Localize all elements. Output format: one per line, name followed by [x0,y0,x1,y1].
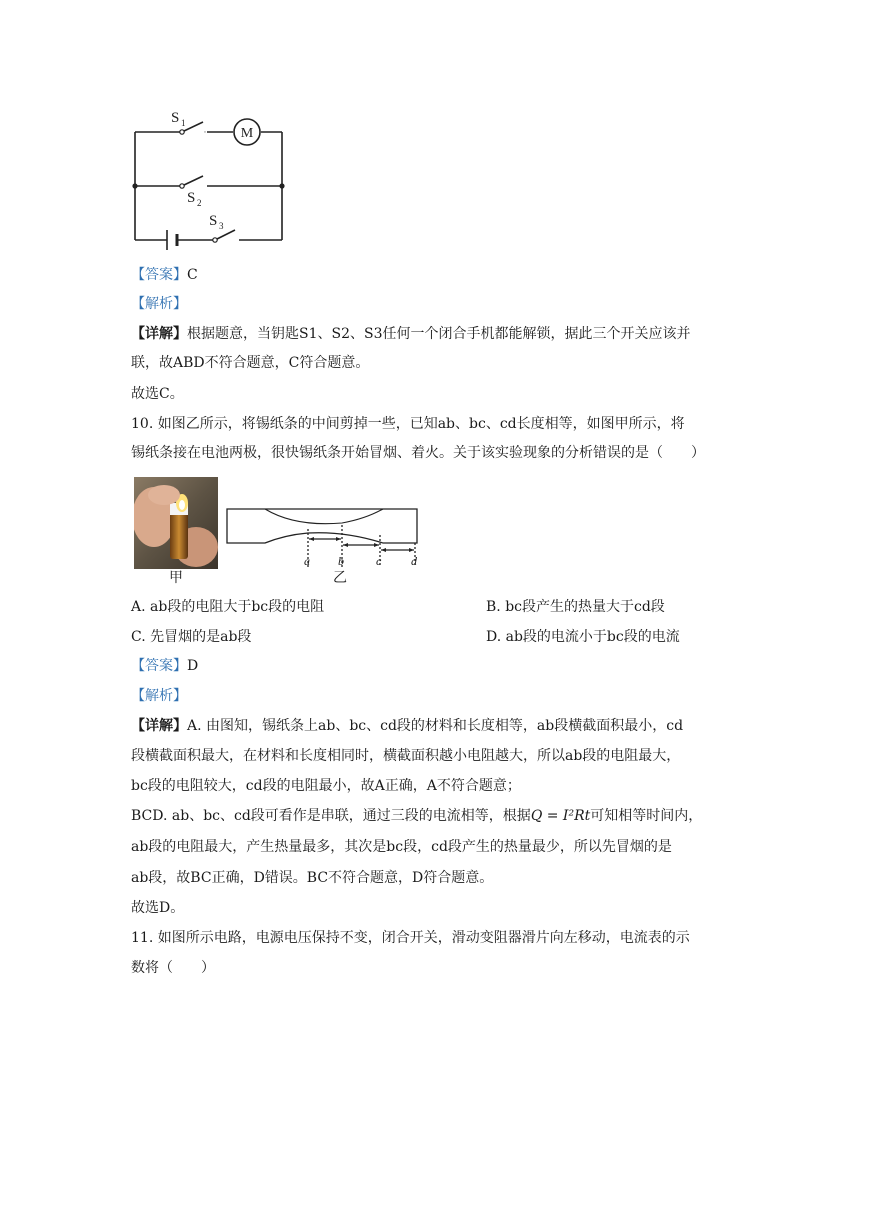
tinfoil-strip-diagram [225,505,425,573]
photo-jia [134,477,218,569]
q10-detail-line-1 [131,716,683,736]
q10-detail-line-5: ab段的电阻最大，产生热量最多，其次是bc段，cd段产生的热量最少，所以先冒烟的是 [131,839,672,855]
answer-tag: 【答案】 [131,267,187,283]
q9-analysis-tag: 【解析】 [131,296,187,312]
circuit-diagram [125,100,295,250]
q10-option-b: B. bc段产生的热量大于cd段 [486,599,665,615]
switch-s2-sub: 2 [197,198,202,208]
detail-text: 根据题意，当钥匙S1、S2、S3任何一个闭合手机都能解锁，据此三个开关应该并 [187,326,691,342]
answer-value: C [187,267,198,283]
detail-text-pre: BCD. ab、bc、cd段可看作是串联，通过三段的电流相等，根据 [131,808,531,824]
q9-detail-line-2: 联，故ABD不符合题意，C符合题意。 [131,355,370,371]
q10-conclusion: 故选D。 [131,900,185,916]
answer-value: D [187,658,199,674]
detail-text: A. 由图知，锡纸条上ab、bc、cd段的材料和长度相等，ab段横截面积最小，cd [187,718,684,734]
q9-answer-line [131,265,198,285]
q9-conclusion: 故选C。 [131,386,184,402]
photo-jia-caption: 甲 [169,570,183,586]
q10-detail-line-3: bc段的电阻较大，cd段的电阻最小，故A正确，A不符合题意； [131,778,521,794]
q10-stem-line-1: 10. 如图乙所示，将锡纸条的中间剪掉一些，已知ab、bc、cd长度相等，如图甲所示，将 [131,416,685,432]
formula: Q = I²Rt [530,808,591,824]
q10-stem-line-2: 锡纸条接在电池两极，很快锡纸条开始冒烟、着火。关于该实验现象的分析错误的是（ ） [131,445,705,461]
detail-tag: 【详解】 [131,718,187,734]
point-b: b [338,554,344,568]
q11-stem-line-2: 数将（ ） [131,960,215,976]
switch-s3-label: S [209,213,218,229]
switch-s2-label: S [187,190,196,206]
figure-yi-caption: 乙 [333,570,347,586]
q10-detail-line-4 [131,806,702,826]
q10-analysis-tag: 【解析】 [131,688,187,704]
q10-option-c: C. 先冒烟的是ab段 [131,629,252,645]
motor-label: M [240,126,254,141]
switch-s1-sub: 1 [181,118,186,128]
switch-s3-sub: 3 [219,221,224,231]
q10-option-a: A. ab段的电阻大于bc段的电阻 [131,599,325,615]
switch-s1-label: S [171,110,180,126]
detail-text-post: 可知相等时间内， [590,808,703,824]
q9-detail-line-1 [131,324,691,344]
point-a: a [304,554,310,568]
q10-detail-line-6: ab段，故BC正确，D错误。BC不符合题意，D符合题意。 [131,870,494,886]
point-d: d [411,554,417,568]
q10-answer-line [131,656,198,676]
detail-tag: 【详解】 [131,326,187,342]
point-c: c [376,554,382,568]
q10-detail-line-2: 段横截面积最大，在材料和长度相同时，横截面积越小电阻越大，所以ab段的电阻最大， [131,748,681,764]
answer-tag: 【答案】 [131,658,187,674]
q11-stem-line-1: 11. 如图所示电路，电源电压保持不变，闭合开关，滑动变阻器滑片向左移动，电流表的示 [131,930,690,946]
q10-option-d: D. ab段的电流小于bc段的电流 [486,629,680,645]
